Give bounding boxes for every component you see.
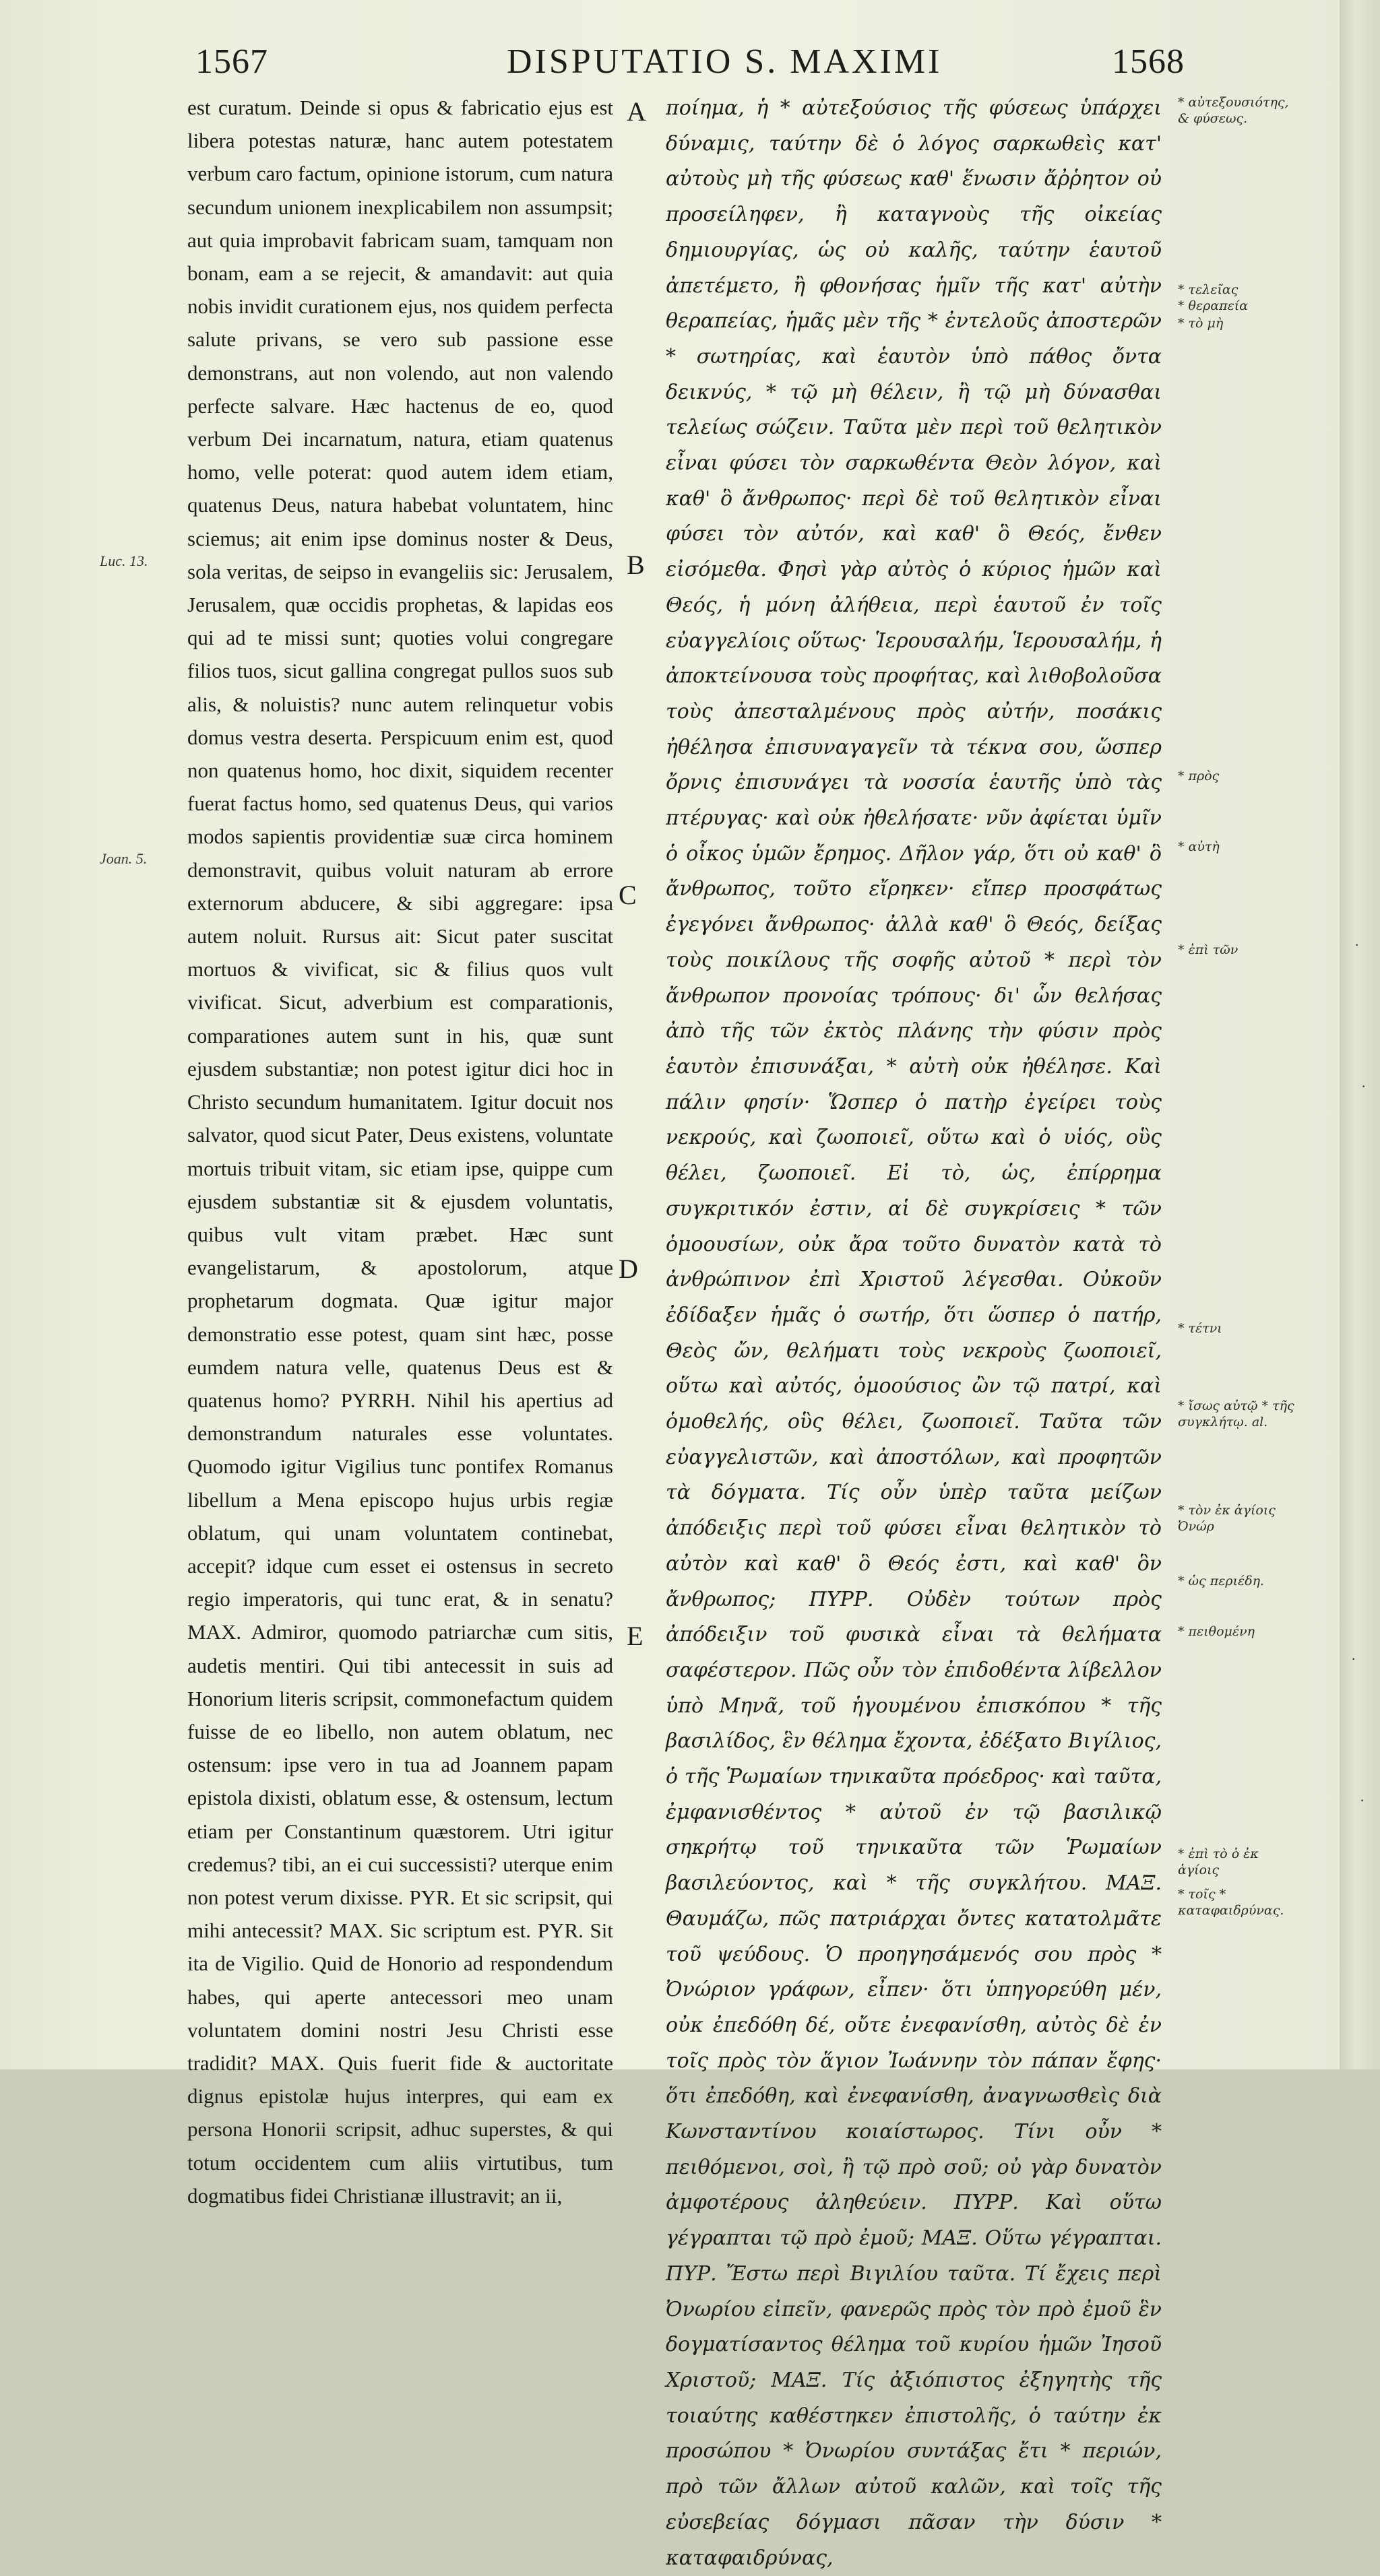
section-letter-a: A: [627, 96, 646, 127]
margin-note: * ἴσως αὐτῷ * τῆς συγκλήτῳ. al.: [1178, 1398, 1294, 1429]
page-number-right: 1568: [1112, 42, 1185, 81]
section-letter-c: C: [619, 880, 637, 910]
margin-note: * τέτνι: [1178, 1321, 1222, 1336]
margin-note: * πρὸς: [1178, 769, 1220, 783]
edge-bleed-mark: ·: [1354, 936, 1360, 953]
margin-note: * τὸν ἐκ ἁγίοις Ὀνώρ: [1178, 1503, 1276, 1534]
margin-note: * αὐτὴ: [1178, 839, 1220, 854]
latin-text: est curatum. Deinde si opus & fabricatio ejus est libera potestas naturæ, hanc autem potestatem verbum caro factum, opinione istorum, cum natura secundum unionem inexplicabilem non assumpsit; aut quia improbavit fabricam suam, tamquam non bonam, eam a se rejecit, & amandavit: aut quia nobis invidit curationem ejus, nos quidem perfecta salute privans, se vero sub passione esse demonstrans, aut non volendo, aut non valendo perfecte salvare. Hæc hactenus de eo, quod verbum Dei incarnatum, natura, etiam quatenus homo, velle poterat: quod autem idem etiam, quatenus Deus, natura habebat voluntatem, hinc sciemus; ait enim ipse dominus noster & Deus, sola veritas, de seipso in evangeliis sic: Jerusalem, Jerusalem, quæ occidis prophetas, & lapidas eos qui ad te missi sunt; quoties volui congregare filios tuos, sicut gallina congregat pullos suos sub alis, & noluistis? nunc autem relinquetur vobis domus vestra deserta. Perspicuum enim est, quod non quatenus homo, hoc dixit, siquidem recenter fuerat factus homo, sed quatenus Deus, qui varios modos sapientis providentiæ suæ circa hominem demonstravit, quibus voluit naturam ab errore externorum abducere, & sibi aggregare: ipsa autem noluit. Rursus ait: Sicut pater suscitat mortuos & vivificat, sic & filius quos vult vivificat. Sicut, adverbium est comparationis, comparationes autem sunt in his, quæ sunt ejusdem substantiæ; non potest igitur dici hoc in Christo secundum humanitatem. Igitur docuit nos salvator, quod sicut Pater, Deus existens, voluntate mortuis tribuit vitam, sic etiam ipse, quippe cum ejusdem substantiæ sit & ejusdem voluntatis, quibus vult vitam præbet. Hæc sunt evangelistarum, & apostolorum, atque prophetarum dogmata. Quæ igitur major demonstratio esse potest, quam sint hæc, posse eumdem natura velle, quatenus Deus est & quatenus homo? PYRRH. Nihil his apertius ad demonstrandum naturales esse voluntates. Quomodo igitur Vigilius tunc pontifex Romanus libellum a Mena episcopo hujus urbis regiæ oblatum, qui unam voluntatem continebat, accepit? idque cum esset ei ostensus in secreto regio imperatoris, qui tunc erat, & in senatu? MAX. Admiror, quomodo patriarchæ cum sitis, audetis mentiri. Qui tibi antecessit in suis ad Honorium literis scripsit, commonefactum quidem fuisse de eo libello, non autem oblatum, nec ostensum: ipse vero in tua ad Joannem papam epistola dixisti, oblatum esse, & ostensum, lectum etiam per Constantinum quæstorem. Utri igitur credemus? tibi, an ei cui successisti? uterque enim non potest verum dixisse. PYR. Et sic scripsit, qui mihi antecessit? MAX. Sic scriptum est. PYR. Sit ita de Vigilio. Quid de Honorio ad respondendum habes, qui aperte antecessori meo unam voluntatem domini nostri Jesu Christi esse tradidit? MAX. Quis fuerit fide & auctoritate dignus epistolæ hujus interpres, qui eam ex persona Honorii scripsit, adhuc superstes, & qui totum occidentem cum aliis virtutibus, tum dogmatibus fidei Christianæ illustravit; an ii,: [187, 96, 613, 2208]
section-letter-d: D: [619, 1254, 638, 1284]
greek-text: ποίημα, ἡ * αὐτεξούσιος τῆς φύσεως ὑπάρχει δύναμις, ταύτην δὲ ὁ λόγος σαρκωθεὶς κατ' αὐτοὺς μὴ τῆς φύσεως καθ' ἕνωσιν ἄῤῥητον οὐ προσείληφεν, ἢ καταγνοὺς τῆς οἰκείας δημιουργίας, ὡς οὐ καλῆς, ταύτην ἑαυτοῦ ἀπετέμετο, ἢ φθονήσας ἡμῖν τῆς κατ' αὐτὴν θεραπείας, ἡμᾶς μὲν τῆς * ἐντελοῦς ἀποστερῶν * σωτηρίας, καὶ ἑαυτὸν ὑπὸ πάθος ὄντα δεικνύς, * τῷ μὴ θέλειν, ἢ τῷ μὴ δύνασθαι τελείως σώζειν. Ταῦτα μὲν περὶ τοῦ θελητικὸν εἶναι φύσει τὸν σαρκωθέντα Θεὸν λόγον, καὶ καθ' ὃ ἄνθρωπος· περὶ δὲ τοῦ θελητικὸν εἶναι φύσει τὸν αὐτόν, καὶ καθ' ὃ Θεός, ἔνθεν εἰσόμεθα. Φησὶ γὰρ αὐτὸς ὁ κύριος ἡμῶν καὶ Θεός, ἡ μόνη ἀλήθεια, περὶ ἑαυτοῦ ἐν τοῖς εὐαγγελίοις οὕτως· Ἱερουσαλήμ, Ἱερουσαλήμ, ἡ ἀποκτείνουσα τοὺς προφήτας, καὶ λιθοβολοῦσα τοὺς ἀπεσταλμένους πρὸς αὐτήν, ποσάκις ἠθέλησα ἐπισυναγαγεῖν τὰ τέκνα σου, ὥσπερ ὄρνις ἐπισυνάγει τὰ νοσσία ἑαυτῆς ὑπὸ τὰς πτέρυγας· καὶ οὐκ ἠθελήσατε· νῦν ἀφίεται ὑμῖν ὁ οἶκος ὑμῶν ἔρημος. Δῆλον γάρ, ὅτι οὐ καθ' ὃ ἄνθρωπος, τοῦτο εἴρηκεν· εἴπερ προσφάτως ἐγεγόνει ἄνθρωπος· ἀλλὰ καθ' ὃ Θεός, δείξας τοὺς ποικίλους τῆς σοφῆς αὐτοῦ * περὶ τὸν ἄνθρωπον προνοίας τρόπους· δι' ὧν θελήσας ἀπὸ τῆς τῶν ἐκτὸς πλάνης τὴν φύσιν πρὸς ἑαυτὸν ἐπισυνάξαι, * αὐτὴ οὐκ ἠθέλησε. Καὶ πάλιν φησίν· Ὥσπερ ὁ πατὴρ ἐγείρει τοὺς νεκρούς, καὶ ζωοποιεῖ, οὕτω καὶ ὁ υἱός, οὓς θέλει, ζωοποιεῖ. Εἰ τὸ, ὡς, ἐπίρρημα συγκριτικόν ἐστιν, αἱ δὲ συγκρίσεις * τῶν ὁμοουσίων, οὐκ ἄρα τοῦτο δυνατὸν κατὰ τὸ ἀνθρώπινον ἐπὶ Χριστοῦ λέγεσθαι. Οὐκοῦν ἐδίδαξεν ἡμᾶς ὁ σωτήρ, ὅτι ὥσπερ ὁ πατήρ, Θεὸς ὤν, θελήματι τοὺς νεκροὺς ζωοποιεῖ, οὕτω καὶ αὐτός, ὁμοούσιος ὢν τῷ πατρί, καὶ ὁμοθελής, οὓς θέλει, ζωοποιεῖ. Ταῦτα τῶν εὐαγγελιστῶν, καὶ ἀποστόλων, καὶ προφητῶν τὰ δόγματα. Τίς οὖν ὑπὲρ ταῦτα μείζων ἀπόδειξις περὶ τοῦ φύσει εἶναι θελητικὸν τὸ αὐτὸν καὶ καθ' ὃ Θεός ἐστι, καὶ καθ' ὃν ἄνθρωπος; ΠΥΡΡ. Οὐδὲν τούτων πρὸς ἀπόδειξιν τοῦ φυσικὰ εἶναι τὰ θελήματα σαφέστερον. Πῶς οὖν τὸν ἐπιδοθέντα λίβελλον ὑπὸ Μηνᾶ, τοῦ ἡγουμένου ἐπισκόπου * τῆς βασιλίδος, ἓν θέλημα ἔχοντα, ἐδέξατο Βιγίλιος, ὁ τῆς Ῥωμαίων τηνικαῦτα πρόεδρος· καὶ ταῦτα, ἐμφανισθέντος * αὐτοῦ ἐν τῷ βασιλικῷ σηκρήτῳ τοῦ τηνικαῦτα τῶν Ῥωμαίων βασιλεύοντος, καὶ * τῆς συγκλήτου. ΜΑΞ. Θαυμάζω, πῶς πατριάρχαι ὄντες κατατολμᾶτε τοῦ ψεύδους. Ὁ προηγησάμενός σου πρὸς * Ὀνώριον γράφων, εἶπεν· ὅτι ὑπηγορεύθη μέν, οὐκ ἐπεδόθη δέ, οὔτε ἐνεφανίσθη, αὐτὸς δὲ ἐν τοῖς πρὸς τὸν ἅγιον Ἰωάννην τὸν πάπαν ἔφης· ὅτι ἐπεδόθη, καὶ ἐνεφανίσθη, ἀναγνωσθεὶς διὰ Κωνσταντίνου κοιαίστωρος. Τίνι οὖν * πειθόμενοι, σοὶ, ἢ τῷ πρὸ σοῦ; οὐ γὰρ δυνατὸν ἀμφοτέρους ἀληθεύειν. ΠΥΡΡ. Καὶ οὕτω γέγραπται τῷ πρὸ ἐμοῦ; ΜΑΞ. Οὕτω γέγραπται. ΠΥΡ. Ἔστω περὶ Βιγιλίου ταῦτα. Τί ἔχεις περὶ Ὀνωρίου εἰπεῖν, φανερῶς πρὸς τὸν πρὸ ἐμοῦ ἓν δογματίσαντος θέλημα τοῦ κυρίου ἡμῶν Ἰησοῦ Χριστοῦ; ΜΑΞ. Τίς ἀξιόπιστος ἐξηγητὴς τῆς τοιαύτης καθέστηκεν ἐπιστολῆς, ὁ ταύτην ἐκ προσώπου * Ὀνωρίου συντάξας ἔτι * περιών, πρὸ τῶν ἄλλων αὐτοῦ καλῶν, καὶ τοῖς τῆς εὐσεβείας δόγμασι πᾶσαν τὴν δύσιν * καταφαιδρύνας,: [666, 96, 1162, 2570]
page-number-left: 1567: [195, 42, 268, 81]
edge-bleed-mark: ·: [1361, 1078, 1367, 1095]
latin-column: [187, 91, 613, 2212]
margin-note: * τοῖς * καταφαιδρύνας.: [1178, 1887, 1284, 1918]
section-letter-e: E: [627, 1621, 644, 1651]
margin-note: * ἐπὶ τὸ ὁ ἐκ ἁγίοις: [1178, 1846, 1259, 1877]
margin-note: * τὸ μὴ: [1178, 316, 1224, 331]
running-head: [0, 42, 1348, 96]
margin-note: * πειθομένη: [1178, 1624, 1255, 1639]
edge-bleed-mark: ·: [1360, 1792, 1365, 1809]
margin-note: * ἐπὶ τῶν: [1178, 942, 1238, 957]
margin-ref-john: Joan. 5.: [100, 850, 148, 867]
greek-column: [666, 91, 1162, 2576]
section-letter-b: B: [627, 550, 645, 580]
margin-note: * τελεῖας: [1178, 282, 1238, 297]
margin-note: * θεραπεία: [1178, 298, 1249, 313]
margin-note: * αὐτεξουσιότης, & φύσεως.: [1178, 95, 1289, 126]
edge-bleed-mark: ·: [1351, 1650, 1356, 1667]
book-gutter: [1340, 0, 1380, 2069]
margin-note: * ὡς περιέδη.: [1178, 1574, 1265, 1588]
margin-ref-luke: Luc. 13.: [100, 552, 148, 569]
page-title: DISPUTATIO S. MAXIMI: [507, 42, 943, 81]
